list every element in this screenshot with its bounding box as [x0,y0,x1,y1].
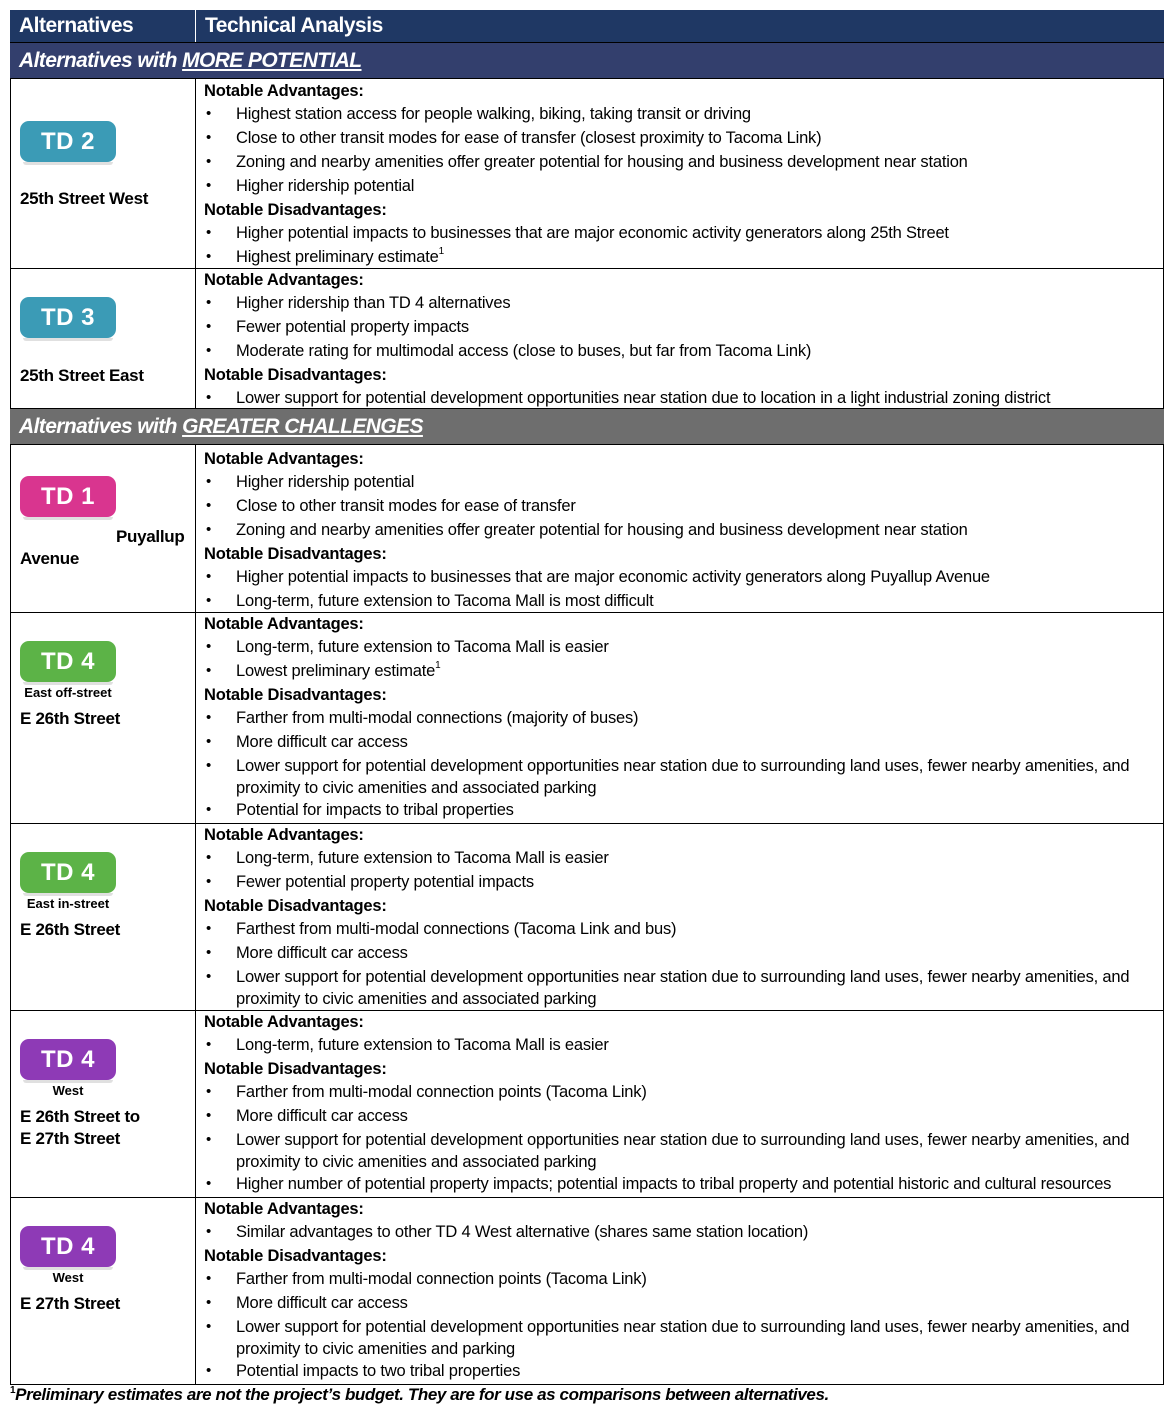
advantage-text: Lowest preliminary estimate [236,662,436,680]
advantages-label: Notable Advantages: [204,1200,364,1218]
advantage-item: • Zoning and nearby amenities offer greater potential for housing and business development near station [196,151,1162,175]
advantages-label: Notable Advantages: [204,271,364,289]
disadvantages-label: Notable Disadvantages: [204,686,387,704]
alt-name: 25th Street East [20,366,144,385]
advantages-label: Notable Advantages: [204,1013,364,1031]
advantage-item: • Long-term, future extension to Tacoma Mall is easier [196,1034,1162,1058]
advantage-item: • Moderate rating for multimodal access (close to buses, but far from Tacoma Link) [196,340,1162,364]
alt-name: E 26th Street [20,709,121,728]
advantage-item: • Similar advantages to other TD 4 West alternative (shares same station location) [196,1221,1162,1245]
disadvantage-item: • Long-term, future extension to Tacoma Mall is most difficult [196,590,1162,614]
section-chal-highlight: GREATER CHALLENGES [182,415,423,438]
advantage-item: • Highest station access for people walking, biking, taking transit or driving [196,103,1162,127]
analysis-cell [196,448,1162,614]
alt-name: E 26th Street [20,920,121,939]
advantage-item: • Long-term, future extension to Tacoma Mall is easier [196,636,1162,660]
advantage-item-footnoted [196,660,1162,684]
alt-subtitle: East off-street [24,685,112,700]
td4-badge: TD 4 [20,641,116,682]
alt-name-line2: E 27th Street [20,1129,121,1148]
td2-badge: TD 2 [20,121,116,162]
disadvantages-label: Notable Disadvantages: [204,366,387,384]
footnote-marker: 1 [438,246,444,257]
header-alternatives [10,10,195,43]
td4-badge: TD 4 [20,1226,116,1267]
disadvantage-item: • Potential for impacts to tribal properties [196,799,1162,823]
advantage-item: • Higher ridership potential [196,175,1162,199]
disadvantage-item: • More difficult car access [196,1105,1162,1129]
analysis-cell [196,1198,1162,1384]
advantages-label: Notable Advantages: [204,826,364,844]
header-technical-analysis-text: Technical Analysis [205,14,383,37]
section-more-potential [10,42,1164,79]
disadvantage-item: • Lower support for potential development opportunities near station due to surrounding land uses, fewer nearby amenities, and proximity to civic amenities and associated parking [196,966,1162,1010]
header-alternatives-text: Alternatives [19,14,134,37]
disadvantages-label: Notable Disadvantages: [204,1247,387,1265]
disadvantage-item: • More difficult car access [196,942,1162,966]
alt-subtitle: East in-street [26,896,110,911]
disadvantage-item: • Lower support for potential development opportunities near station due to location in a light industrial zoning district [196,387,1162,411]
header-divider [195,10,196,43]
section-greater-challenges [10,408,1164,445]
disadvantage-item: • Lower support for potential development opportunities near station due to surrounding land uses, fewer nearby amenities, and proximity to civic amenities and associated parking [196,1129,1162,1173]
alt-subtitle: West [52,1083,84,1098]
analysis-cell [196,613,1162,823]
alt-subtitle: West [52,1270,84,1285]
disadvantage-item: • Higher potential impacts to businesses that are major economic activity generators along 25th Street [196,222,1162,246]
disadvantage-item: • Lower support for potential development opportunities near station due to surrounding land uses, fewer nearby amenities, and proximity to civic amenities and parking [196,1316,1162,1360]
header-technical-analysis [196,10,1164,43]
alt-name-line2: Avenue [20,549,79,568]
section-more-highlight: MORE POTENTIAL [182,49,362,72]
disadvantage-item: • Higher number of potential property impacts; potential impacts to tribal property and potential historic and cultural resources [196,1173,1162,1197]
analysis-cell [196,824,1162,1010]
disadvantages-label: Notable Disadvantages: [204,201,387,219]
disadvantage-item: • More difficult car access [196,1292,1162,1316]
disadvantage-item: • Lower support for potential development opportunities near station due to surrounding land uses, fewer nearby amenities, and proximity to civic amenities and associated parking [196,755,1162,799]
advantage-item: • Fewer potential property potential impacts [196,871,1162,895]
disadvantage-item: • More difficult car access [196,731,1162,755]
disadvantage-item-footnoted [196,246,1162,270]
advantage-item: • Zoning and nearby amenities offer greater potential for housing and business development near station [196,519,1162,543]
disadvantage-item: • Farthest from multi-modal connections (Tacoma Link and bus) [196,918,1162,942]
advantage-item: • Fewer potential property impacts [196,316,1162,340]
alt-name: E 27th Street [20,1294,121,1313]
disadvantage-text: Highest preliminary estimate [236,248,439,266]
td4-badge: TD 4 [20,1039,116,1080]
advantage-item: • Higher ridership potential [196,471,1162,495]
alt-name: 25th Street West [20,189,149,208]
analysis-cell [196,80,1162,270]
alt-name: Puyallup [116,527,185,546]
disadvantage-item: • Farther from multi-modal connection points (Tacoma Link) [196,1268,1162,1292]
analysis-cell [196,1011,1162,1197]
disadvantage-item: • Farther from multi-modal connections (majority of buses) [196,707,1162,731]
advantage-item: • Higher ridership than TD 4 alternatives [196,292,1162,316]
td3-badge: TD 3 [20,297,116,338]
advantage-item: • Close to other transit modes for ease of transfer (closest proximity to Tacoma Link) [196,127,1162,151]
disadvantage-item: • Potential impacts to two tribal properties [196,1360,1162,1384]
disadvantage-item: • Farther from multi-modal connection points (Tacoma Link) [196,1081,1162,1105]
td4-badge: TD 4 [20,852,116,893]
footnote-marker: 1 [435,660,441,671]
advantages-label: Notable Advantages: [204,450,364,468]
footnote [10,1385,829,1405]
disadvantages-label: Notable Disadvantages: [204,897,387,915]
disadvantages-label: Notable Disadvantages: [204,1060,387,1078]
advantage-item: • Long-term, future extension to Tacoma Mall is easier [196,847,1162,871]
td1-badge: TD 1 [20,476,116,517]
advantage-item: • Close to other transit modes for ease of transfer [196,495,1162,519]
footnote-number: 1 [10,1385,16,1396]
analysis-cell [196,269,1162,411]
disadvantages-label: Notable Disadvantages: [204,545,387,563]
section-chal-prefix: Alternatives with [19,415,183,438]
section-more-prefix: Alternatives with [19,49,183,72]
advantages-label: Notable Advantages: [204,82,364,100]
advantages-label: Notable Advantages: [204,615,364,633]
alt-name: E 26th Street to [20,1107,140,1126]
disadvantage-item: • Higher potential impacts to businesses that are major economic activity generators along Puyallup Avenue [196,566,1162,590]
footnote-text: Preliminary estimates are not the project’s budget. They are for use as comparisons between alternatives. [15,1385,829,1404]
